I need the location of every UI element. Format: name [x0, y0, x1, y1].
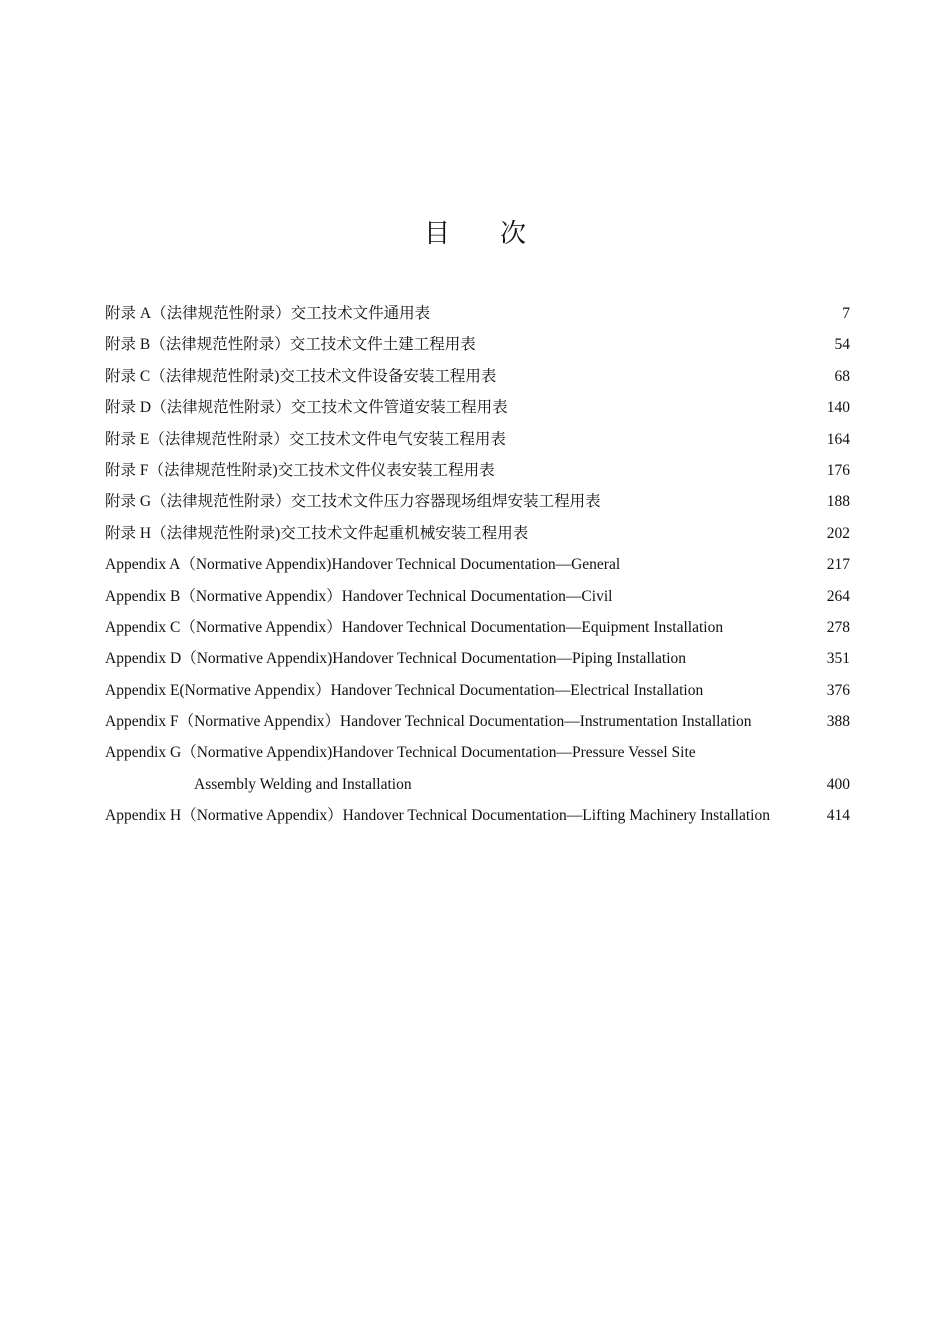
- toc-entry[interactable]: [105, 737, 850, 768]
- toc-entry-label: 附录 F（法律规范性附录)交工技术文件仪表安装工程用表: [105, 461, 495, 479]
- toc-entry-label: Appendix G（Normative Appendix)Handover Technical Documentation—Pressure Vessel Site: [105, 744, 696, 762]
- toc-entry-label: Appendix C（Normative Appendix）Handover Technical Documentation—Equipment Installation: [105, 618, 724, 636]
- toc-entry-label: 附录 H（法律规范性附录)交工技术文件起重机械安装工程用表: [105, 524, 529, 542]
- toc-entry[interactable]: [105, 675, 850, 706]
- toc-entry-page-number: 351: [826, 650, 850, 668]
- toc-entry-label: Appendix F（Normative Appendix）Handover Technical Documentation—Instrumentation Installation: [105, 713, 752, 731]
- toc-entry-page-number: 188: [826, 493, 850, 511]
- toc-entry-continuation[interactable]: [105, 769, 850, 800]
- toc-entry-label: Appendix A（Normative Appendix)Handover Technical Documentation—General: [105, 556, 621, 574]
- toc-entry[interactable]: [105, 486, 850, 517]
- toc-entry-page-number: 278: [826, 618, 850, 636]
- toc-entry-page-number: 164: [826, 430, 850, 448]
- toc-entry[interactable]: [105, 800, 850, 831]
- toc-entry-page-number: 202: [826, 524, 850, 542]
- toc-entry-label: 附录 A（法律规范性附录）交工技术文件通用表: [105, 305, 431, 322]
- toc-entry[interactable]: [105, 361, 850, 392]
- page-title-char-1: 目: [423, 219, 450, 249]
- toc-entry-label: Appendix E(Normative Appendix）Handover Technical Documentation—Electrical Installation: [105, 681, 704, 699]
- toc-entry[interactable]: [105, 581, 850, 612]
- toc-entry-label: Appendix H（Normative Appendix）Handover Technical Documentation—Lifting Machinery Installation: [105, 807, 770, 825]
- toc-entry-label: 附录 B（法律规范性附录）交工技术文件土建工程用表: [105, 336, 476, 354]
- toc-entry[interactable]: [105, 424, 850, 455]
- toc-entry-page-number: 54: [834, 336, 850, 354]
- toc-entry[interactable]: [105, 455, 850, 486]
- toc-entry-label: 附录 D（法律规范性附录）交工技术文件管道安装工程用表: [105, 399, 508, 417]
- toc-entry-page-number: 140: [826, 399, 850, 417]
- toc-entry-label: 附录 G（法律规范性附录）交工技术文件压力容器现场组焊安装工程用表: [105, 493, 601, 511]
- toc-entry-label: 附录 C（法律规范性附录)交工技术文件设备安装工程用表: [105, 367, 497, 385]
- toc-entry-label: 附录 E（法律规范性附录）交工技术文件电气安装工程用表: [105, 430, 506, 448]
- toc-entry-page-number: 264: [826, 587, 850, 605]
- toc-entry[interactable]: [105, 643, 850, 674]
- toc-entry-page-number: 376: [826, 681, 850, 699]
- toc-entry[interactable]: [105, 612, 850, 643]
- toc-entry[interactable]: [105, 329, 850, 360]
- toc-entry-page-number: 176: [826, 461, 850, 479]
- toc-entry-page-number: 388: [826, 713, 850, 731]
- toc-entry-page-number: 7: [842, 305, 850, 322]
- toc-entry-page-number: 414: [826, 807, 850, 825]
- page-title: [0, 213, 950, 250]
- toc-entry-page-number: 400: [826, 775, 850, 793]
- toc-entry-page-number: 217: [826, 556, 850, 574]
- toc-entry[interactable]: [105, 518, 850, 549]
- toc-entry-label: Appendix B（Normative Appendix）Handover Technical Documentation—Civil: [105, 587, 613, 605]
- table-of-contents: [105, 298, 850, 832]
- toc-entry-page-number: 68: [834, 367, 850, 385]
- toc-entry-label: Assembly Welding and Installation: [194, 775, 412, 793]
- toc-entry[interactable]: [105, 706, 850, 737]
- toc-entry[interactable]: [105, 298, 850, 329]
- toc-entry-label: Appendix D（Normative Appendix)Handover Technical Documentation—Piping Installation: [105, 650, 687, 668]
- toc-entry[interactable]: [105, 392, 850, 423]
- page-title-char-2: 次: [500, 219, 527, 249]
- toc-entry[interactable]: [105, 549, 850, 580]
